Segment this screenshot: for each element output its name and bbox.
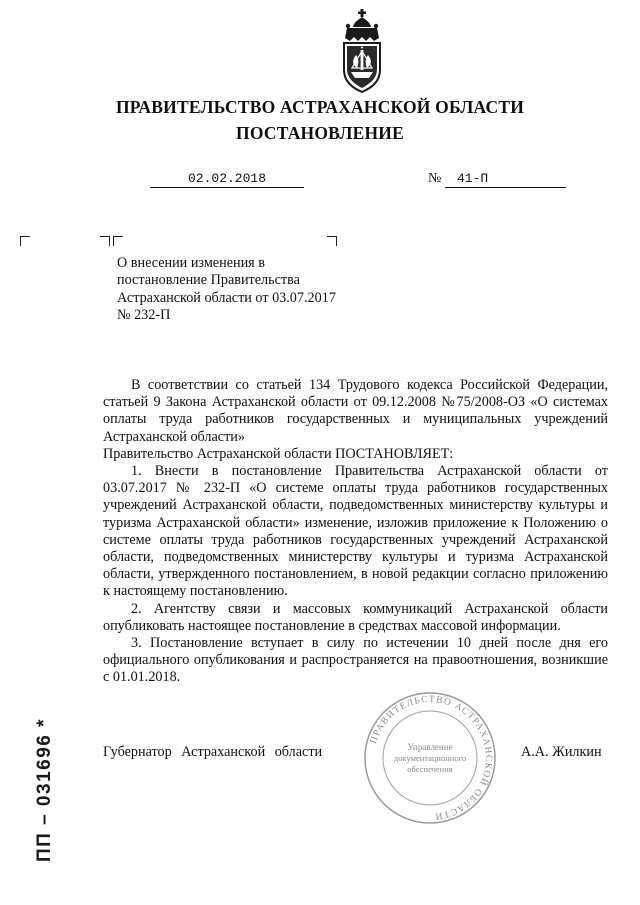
corner-mark <box>20 236 30 246</box>
stamp-inner-line-1: Управление <box>407 742 453 752</box>
document-date: 02.02.2018 <box>150 171 304 188</box>
document-type-title: ПОСТАНОВЛЕНИЕ <box>236 123 404 143</box>
item-2-paragraph: 2. Агентству связи и массовых коммуникаций Астраханской области опубликовать настоящее постановление в средствах массовой информации. <box>103 600 608 634</box>
signatory-name: А.А. Жилкин <box>521 744 602 760</box>
item-3-paragraph: 3. Постановление вступает в силу по истечении 10 дней после дня его официального опубликования и распространяется на правоотношения, возникшие с 01.01.2018. <box>103 635 608 686</box>
stamp-inner-line-3: обеспечения <box>407 764 453 774</box>
corner-mark <box>327 236 337 246</box>
signatory-position: Губернатор Астраханской области <box>103 744 323 760</box>
organization-title: ПРАВИТЕЛЬСТВО АСТРАХАНСКОЙ ОБЛАСТИ <box>115 97 525 117</box>
serial-number: ПП – 031696 * <box>34 717 55 862</box>
resolves-paragraph: Правительство Астраханской области ПОСТАНОВЛЯЕТ: <box>103 445 454 462</box>
document-number-label: № <box>428 171 442 186</box>
document-number: 41-П <box>445 171 566 188</box>
corner-mark <box>100 236 110 246</box>
document-subject: О внесении изменения в постановление Правительства Астраханской области от 03.07.2017 № 232-П <box>117 255 336 323</box>
coat-of-arms-icon <box>338 8 386 94</box>
preamble-paragraph: В соответствии со статьей 134 Трудового кодекса Российской Федерации, статьей 9 Закона Астраханской области от 09.12.2008 №75/2008-ОЗ «О системах оплаты труда работников государственных и муниципальных учреждений Астраханской области» <box>103 377 608 445</box>
item-1-paragraph: 1. Внести в постановление Правительства Астраханской области от 03.07.2017 № 232-П «О системе оплаты труда работников государственных учреждений Астраханской области, подведомственных министерству культуры и туризма Астраханской области» изменение, изложив приложение к Положению о системе оплаты труда работников государственных учреждений Астраханской области, подведомственных министерству культуры и туризма Астраханской области, утвержденного постановлением, в новой редакции согласно приложению к настоящему постановлению. <box>103 463 608 600</box>
document-body <box>103 377 608 687</box>
official-stamp <box>362 690 498 826</box>
stamp-outer-text: ПРАВИТЕЛЬСТВО АСТРАХАНСКОЙ ОБЛАСТИ <box>368 694 494 821</box>
corner-mark <box>113 236 123 246</box>
stamp-inner-line-2: документационного <box>393 753 467 763</box>
